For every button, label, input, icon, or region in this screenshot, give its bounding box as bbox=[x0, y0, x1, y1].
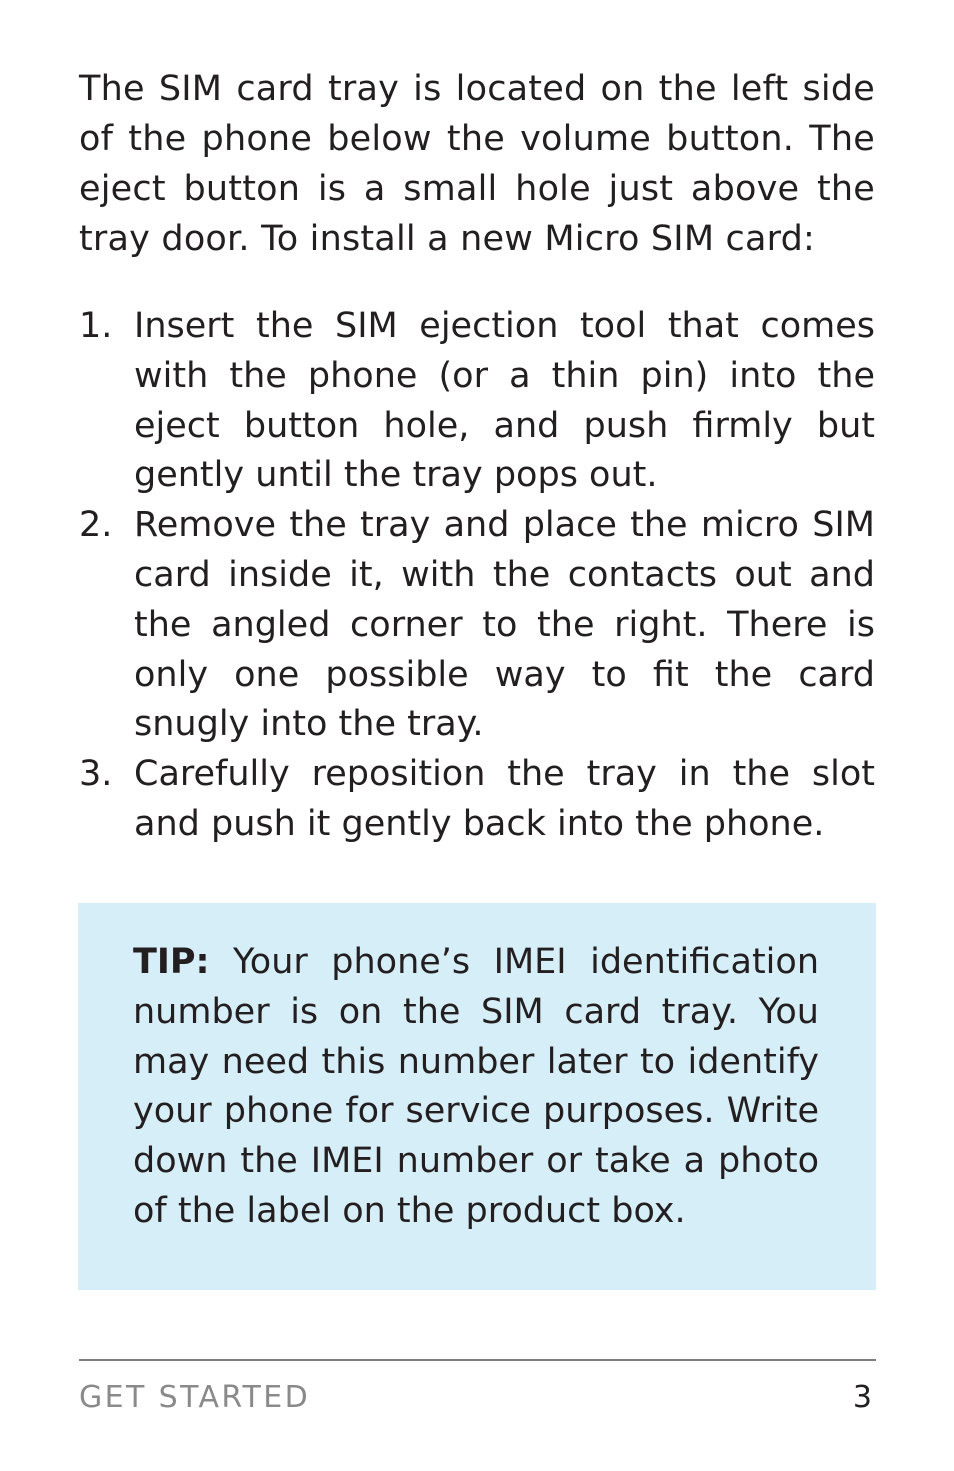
list-item bbox=[79, 501, 875, 750]
tip-text: Your phone’s IMEI identification number is on the SIM card tray. You may need this number later to identify your phone for service purposes. Write down the IMEI number or take a photo of the label on the product box. bbox=[133, 942, 819, 1231]
step-text: Carefully reposition the tray in the slot and push it gently back into the phone. bbox=[134, 754, 875, 844]
tip-label: TIP: bbox=[133, 942, 210, 982]
step-number: 3. bbox=[79, 754, 113, 795]
step-text: Insert the SIM ejection tool that comes with the phone (or a thin pin) into the eject button hole, and push firmly but gently until the tray pops out. bbox=[134, 306, 875, 496]
intro-paragraph: The SIM card tray is located on the left side of the phone below the volume button. The eject button is a small hole just above the tray door. To install a new Micro SIM card: bbox=[79, 69, 875, 259]
page-number: 3 bbox=[852, 1380, 872, 1415]
install-steps-list bbox=[79, 302, 875, 850]
tip-callout bbox=[78, 903, 876, 1290]
list-item bbox=[79, 302, 875, 501]
list-item bbox=[79, 750, 875, 850]
footer-section-title: GET STARTED bbox=[79, 1380, 311, 1415]
step-number: 2. bbox=[79, 505, 113, 546]
footer-divider bbox=[79, 1359, 876, 1361]
tip-paragraph bbox=[133, 938, 819, 1237]
step-text: Remove the tray and place the micro SIM card inside it, with the contacts out and the angled corner to the right. There is only one possible way to fit the card snugly into the tray. bbox=[134, 505, 875, 745]
step-number: 1. bbox=[79, 306, 113, 346]
